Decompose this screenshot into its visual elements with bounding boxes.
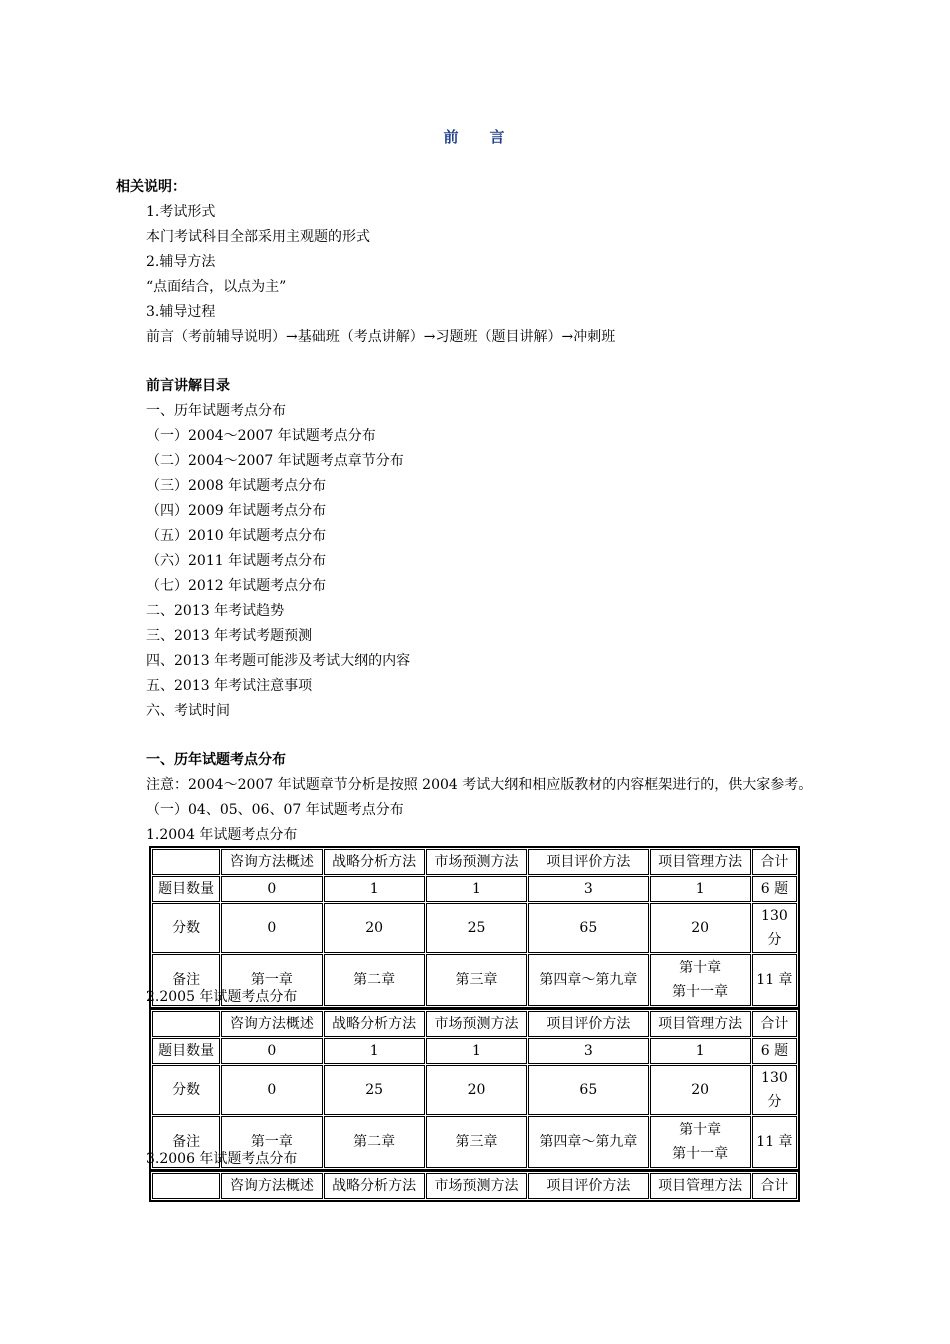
chapter-label: 第十一章 xyxy=(672,984,729,1000)
toc-item: （二）2004～2007 年试题考点章节分布 xyxy=(146,453,404,469)
section-subheading: （一）04、05、06、07 年试题考点分布 xyxy=(146,802,404,818)
header-cell: 项目评价方法 xyxy=(528,1173,648,1199)
header-cell: 战略分析方法 xyxy=(324,849,425,875)
header-cell: 咨询方法概述 xyxy=(221,1011,322,1037)
intro-line: 1.考试形式 xyxy=(146,204,216,220)
toc-item: 五、2013 年考试注意事项 xyxy=(146,678,313,694)
toc-item: （四）2009 年试题考点分布 xyxy=(146,503,327,519)
chapter-label: 第十一章 xyxy=(672,1146,729,1162)
table-cell: 6 题 xyxy=(752,1038,797,1064)
chapter-label: 第十章 xyxy=(679,960,722,976)
section-heading: 一、历年试题考点分布 xyxy=(146,752,286,768)
table-cell xyxy=(650,1116,751,1168)
table-cell: 0 xyxy=(221,1038,322,1064)
toc-item: （六）2011 年试题考点分布 xyxy=(146,553,327,569)
header-cell: 合计 xyxy=(752,1011,797,1037)
table-cell: 20 xyxy=(650,903,751,953)
header-cell: 合计 xyxy=(752,1173,797,1199)
score-table-2006 xyxy=(149,1170,800,1202)
toc-item: （五）2010 年试题考点分布 xyxy=(146,528,327,544)
header-cell: 战略分析方法 xyxy=(324,1173,425,1199)
header-cell xyxy=(152,1011,220,1037)
table-cell: 0 xyxy=(221,903,322,953)
toc-item: （一）2004～2007 年试题考点分布 xyxy=(146,428,376,444)
row-label: 备注 xyxy=(152,954,220,1006)
header-cell: 项目管理方法 xyxy=(650,1011,751,1037)
table-cell: 65 xyxy=(528,1065,648,1115)
page-title xyxy=(0,126,950,147)
intro-line: 3.辅导过程 xyxy=(146,304,216,320)
table-cell: 130 分 xyxy=(752,903,797,953)
toc-item: （三）2008 年试题考点分布 xyxy=(146,478,327,494)
header-cell: 咨询方法概述 xyxy=(221,849,322,875)
table-header-row xyxy=(152,849,797,875)
toc-item: 二、2013 年考试趋势 xyxy=(146,603,285,619)
toc-heading: 前言讲解目录 xyxy=(146,378,230,394)
chapter-label: 第十章 xyxy=(679,1122,722,1138)
table-cell: 65 xyxy=(528,903,648,953)
row-label: 分数 xyxy=(152,903,220,953)
header-cell xyxy=(152,849,220,875)
intro-line: 前言（考前辅导说明）→基础班（考点讲解）→习题班（题目讲解）→冲刺班 xyxy=(146,329,616,345)
header-cell: 项目评价方法 xyxy=(528,849,648,875)
row-label: 分数 xyxy=(152,1065,220,1115)
toc-item: 三、2013 年考试考题预测 xyxy=(146,628,313,644)
table-cell: 1 xyxy=(650,876,751,902)
table-row xyxy=(152,903,797,953)
table-cell: 1 xyxy=(324,876,425,902)
table-row xyxy=(152,876,797,902)
table-caption: 1.2004 年试题考点分布 xyxy=(146,827,298,843)
row-label: 题目数量 xyxy=(152,876,220,902)
table-cell: 第二章 xyxy=(324,1116,425,1168)
header-cell: 市场预测方法 xyxy=(426,849,527,875)
table-cell: 20 xyxy=(650,1065,751,1115)
table-cell: 3 xyxy=(528,1038,648,1064)
table-cell: 11 章 xyxy=(752,954,797,1006)
row-label: 备注 xyxy=(152,1116,220,1168)
table-cell: 1 xyxy=(650,1038,751,1064)
table-cell: 0 xyxy=(221,876,322,902)
header-cell: 市场预测方法 xyxy=(426,1011,527,1037)
table-cell: 第一章 xyxy=(221,954,322,1006)
table-cell: 130 分 xyxy=(752,1065,797,1115)
header-cell: 咨询方法概述 xyxy=(221,1173,322,1199)
intro-heading: 相关说明： xyxy=(116,179,186,195)
table-cell: 11 章 xyxy=(752,1116,797,1168)
header-cell: 战略分析方法 xyxy=(324,1011,425,1037)
table-caption: 3.2006 年试题考点分布 xyxy=(146,1151,298,1167)
table-cell xyxy=(650,954,751,1006)
toc-item: 四、2013 年考题可能涉及考试大纲的内容 xyxy=(146,653,411,669)
page-title-part1: 前 xyxy=(443,128,461,146)
header-cell: 市场预测方法 xyxy=(426,1173,527,1199)
page-title-part2: 言 xyxy=(489,128,507,146)
table-cell: 第四章～第九章 xyxy=(528,954,648,1006)
table-cell: 3 xyxy=(528,876,648,902)
table-row xyxy=(152,1038,797,1064)
table-cell: 25 xyxy=(324,1065,425,1115)
header-cell: 项目评价方法 xyxy=(528,1011,648,1037)
table-header-row xyxy=(152,1011,797,1037)
header-cell: 项目管理方法 xyxy=(650,1173,751,1199)
table-cell: 20 xyxy=(426,1065,527,1115)
table-cell: 第二章 xyxy=(324,954,425,1006)
intro-line: 本门考试科目全部采用主观题的形式 xyxy=(146,229,370,245)
table-cell: 1 xyxy=(426,1038,527,1064)
toc-item: 一、历年试题考点分布 xyxy=(146,403,286,419)
row-label: 题目数量 xyxy=(152,1038,220,1064)
table-cell: 25 xyxy=(426,903,527,953)
table-header-row xyxy=(152,1173,797,1199)
toc-item: 六、考试时间 xyxy=(146,703,230,719)
table-cell: 20 xyxy=(324,903,425,953)
section-note: 注意：2004～2007 年试题章节分析是按照 2004 考试大纲和相应版教材的内容框架进行的，供大家参考。 xyxy=(146,777,813,793)
table-cell: 0 xyxy=(221,1065,322,1115)
table-cell: 第三章 xyxy=(426,954,527,1006)
header-cell xyxy=(152,1173,220,1199)
table-cell: 第三章 xyxy=(426,1116,527,1168)
table-cell: 第四章～第九章 xyxy=(528,1116,648,1168)
table-cell: 1 xyxy=(426,876,527,902)
table-row xyxy=(152,1065,797,1115)
table-caption: 2.2005 年试题考点分布 xyxy=(146,989,298,1005)
table-cell: 第一章 xyxy=(221,1116,322,1168)
header-cell: 合计 xyxy=(752,849,797,875)
intro-line: 2.辅导方法 xyxy=(146,254,216,270)
header-cell: 项目管理方法 xyxy=(650,849,751,875)
table-cell: 6 题 xyxy=(752,876,797,902)
toc-item: （七）2012 年试题考点分布 xyxy=(146,578,327,594)
table-cell: 1 xyxy=(324,1038,425,1064)
intro-line: “点面结合，以点为主” xyxy=(146,279,287,295)
